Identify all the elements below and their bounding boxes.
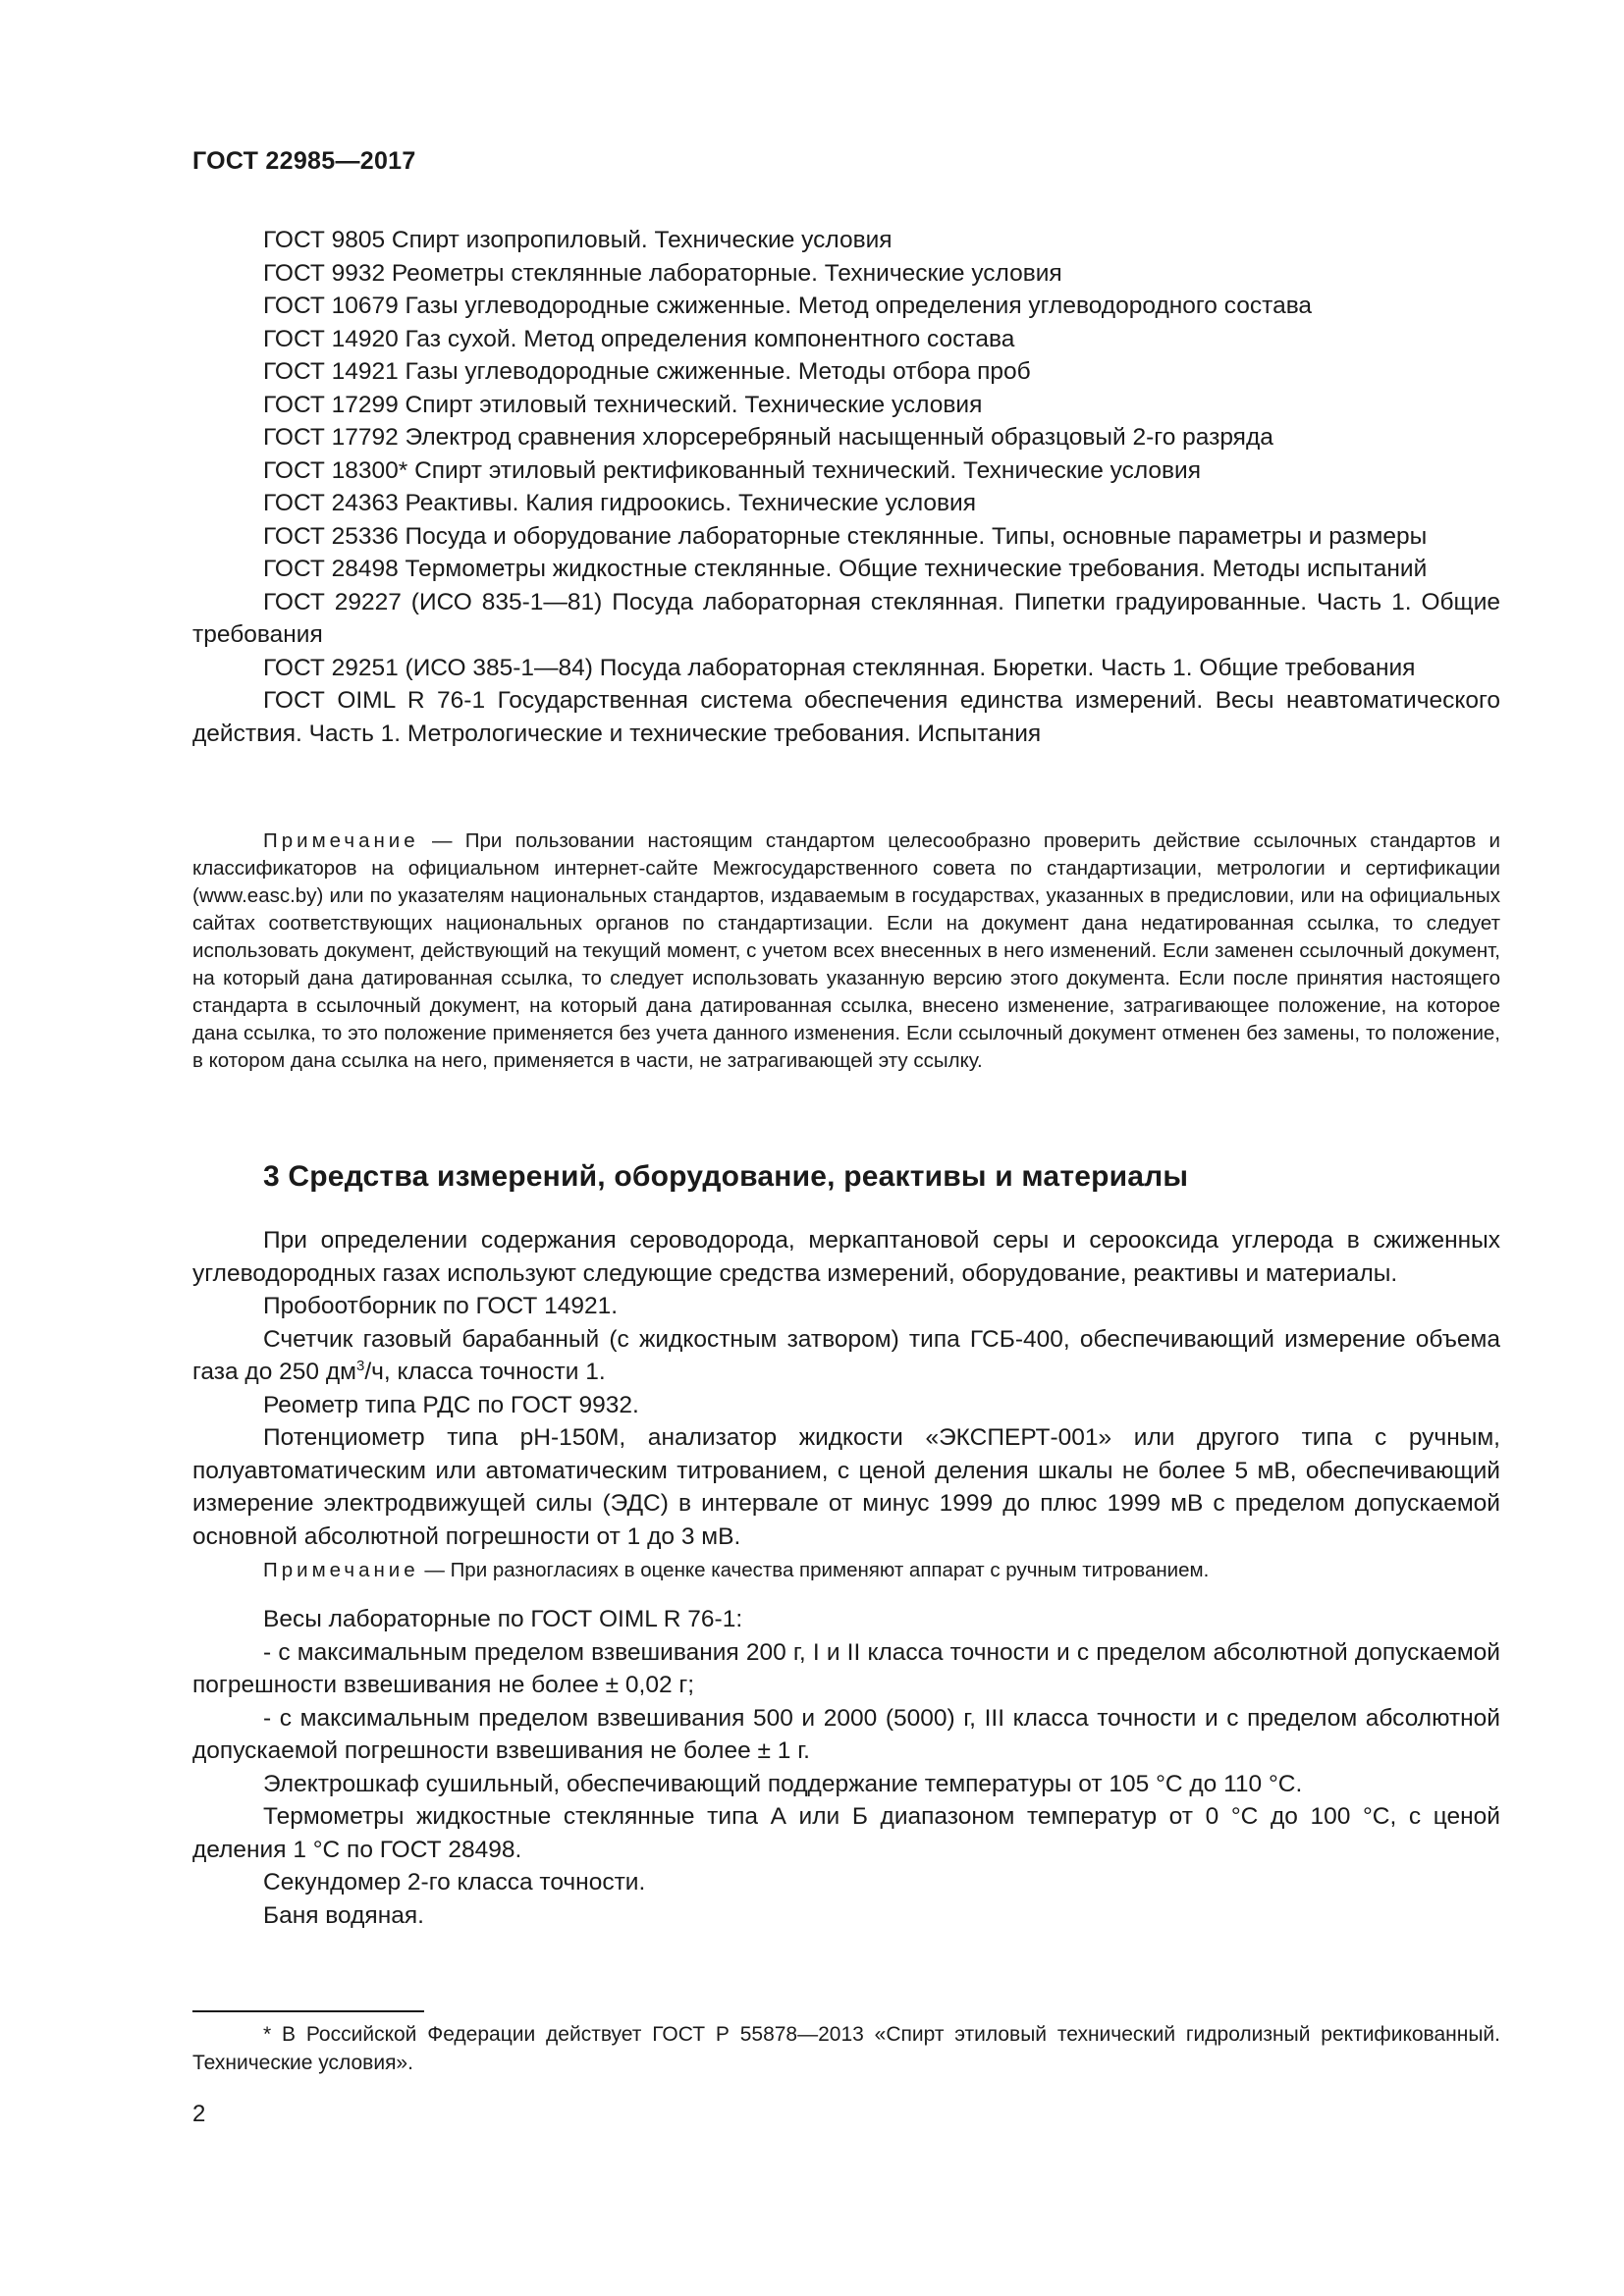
- references-note: [192, 828, 1500, 1075]
- titration-note: [192, 1557, 1500, 1584]
- reference-item: ГОСТ 25336 Посуда и оборудование лабораторные стеклянные. Типы, основные параметры и размеры: [263, 522, 1428, 550]
- paragraph: Секундомер 2-го класса точности.: [263, 1869, 646, 1896]
- section-body-continued: [192, 1603, 1500, 1932]
- reference-item: ГОСТ 14920 Газ сухой. Метод определения компонентного состава: [263, 325, 1015, 352]
- paragraph: - с максимальным пределом взвешивания 500 и 2000 (5000) г, III класса точности и с пределом абсолютной допускаемой погрешности взвешивания не более ± 1 г.: [192, 1704, 1500, 1764]
- reference-item: ГОСТ 18300* Спирт этиловый ректификованный технический. Технические условия: [263, 456, 1202, 484]
- note-label: Примечание: [263, 1559, 419, 1581]
- paragraph: Потенциометр типа рН-150М, анализатор жидкости «ЭКСПЕРТ-001» или другого типа с ручным, полуавтоматическим или автоматическим титрованием, с ценой деления шкалы не более 5 мВ, обеспечивающий измерение электродвижущей силы (ЭДС) в интервале от минус 1999 до плюс 1999 мВ с пределом допускаемой основной абсолютной погрешности от 1 до 3 мВ.: [192, 1424, 1500, 1550]
- reference-item: ГОСТ 28498 Термометры жидкостные стеклянные. Общие технические требования. Методы испытаний: [263, 556, 1428, 582]
- normative-references-list: [192, 224, 1500, 750]
- paragraph: При определении содержания сероводорода, меркаптановой серы и серооксида углерода в сжиженных углеводородных газах используют следующие средства измерений, оборудование, реактивы и материалы.: [192, 1227, 1500, 1287]
- reference-item: ГОСТ 17299 Спирт этиловый технический. Технические условия: [263, 391, 983, 418]
- paragraph-gas-meter: Счетчик газовый барабанный (с жидкостным затвором) типа ГСБ-400, обеспечивающий измерение объема газа до 250 $дм^3/ч$, класса точности 1.: [192, 1325, 1500, 1385]
- paragraph: - с максимальным пределом взвешивания 200 г, I и II класса точности и с пределом абсолютной допускаемой погрешности взвешивания не более ± 0,02 г;: [192, 1638, 1500, 1698]
- paragraph: Электрошкаф сушильный, обеспечивающий поддержание температуры от 105 °С до 110 °С.: [263, 1770, 1303, 1797]
- document-header: ГОСТ 22985—2017: [192, 147, 416, 175]
- paragraph: Пробоотборник по ГОСТ 14921.: [263, 1293, 619, 1319]
- paragraph: Реометр типа РДС по ГОСТ 9932.: [263, 1391, 639, 1418]
- reference-item: ГОСТ 24363 Реактивы. Калия гидроокись. Технические условия: [263, 490, 976, 516]
- reference-item: ГОСТ OIML R 76-1 Государственная система обеспечения единства измерений. Весы неавтоматического действия. Часть 1. Метрологические и технические требования. Испытания: [192, 687, 1500, 747]
- note-label: Примечание: [263, 829, 419, 852]
- paragraph: Термометры жидкостные стеклянные типа А или Б диапазоном температур от 0 °С до 100 °С, с ценой деления 1 °С по ГОСТ 28498.: [192, 1803, 1500, 1863]
- page-number: 2: [192, 2101, 206, 2127]
- reference-item: ГОСТ 29227 (ИСО 835-1—81) Посуда лабораторная стеклянная. Пипетки градуированные. Часть 1. Общие требования: [192, 588, 1500, 648]
- note-text: При пользовании настоящим стандартом целесообразно проверить действие ссылочных стандартов и классификаторов на официальном интернет-сайте Межгосударственного совета по стандартизации, метрологии и сертификации (www.easc.by) или по указателям национальных стандартов, издаваемым в государствах, указанных в предисловии, или на официальных сайтах соответствующих национальных органов по стандартизации. Если на документ дана недатированная ссылка, то следует использовать документ, действующий на текущий момент, с учетом всех внесенных в него изменений. Если заменен ссылочный документ, на который дана датированная ссылка, то следует использовать указанную версию этого документа. Если после принятия настоящего стандарта в ссылочный документ, на который дана датированная ссылка, внесено изменение, затрагивающее положение, на которое дана ссылка, то это положение применяется без учета данного изменения. Если ссылочный документ отменен без замены, то положение, в котором дана ссылка на него, применяется в части, не затрагивающей эту ссылку.: [192, 829, 1500, 1072]
- section-title: 3 Средства измерений, оборудование, реактивы и материалы: [263, 1160, 1189, 1193]
- reference-item: ГОСТ 9805 Спирт изопропиловый. Технические условия: [263, 227, 893, 253]
- reference-item: ГОСТ 14921 Газы углеводородные сжиженные. Методы отбора проб: [263, 358, 1031, 385]
- footnote-divider: [192, 2010, 424, 2012]
- reference-item: ГОСТ 17792 Электрод сравнения хлорсеребряный насыщенный образцовый 2-го разряда: [263, 424, 1273, 451]
- paragraph: Баня водяная.: [263, 1901, 424, 1929]
- superscript: 3: [355, 1357, 365, 1374]
- footnote: [192, 2020, 1500, 2077]
- note-dash: —: [418, 1559, 451, 1581]
- note-dash: —: [418, 829, 465, 852]
- reference-item: ГОСТ 9932 Реометры стеклянные лабораторные. Технические условия: [263, 259, 1062, 287]
- reference-item: ГОСТ 29251 (ИСО 385-1—84) Посуда лабораторная стеклянная. Бюретки. Часть 1. Общие требования: [263, 654, 1416, 681]
- section-body: [192, 1224, 1500, 1553]
- note-text: При разногласиях в оценке качества применяют аппарат с ручным титрованием.: [450, 1559, 1210, 1581]
- footnote-text: * В Российской Федерации действует ГОСТ Р 55878—2013 «Спирт этиловый технический гидролизный ректификованный. Технические условия».: [192, 2023, 1500, 2074]
- reference-item: ГОСТ 10679 Газы углеводородные сжиженные. Метод определения углеводородного состава: [263, 293, 1313, 319]
- paragraph: Весы лабораторные по ГОСТ OIML R 76-1:: [263, 1606, 743, 1632]
